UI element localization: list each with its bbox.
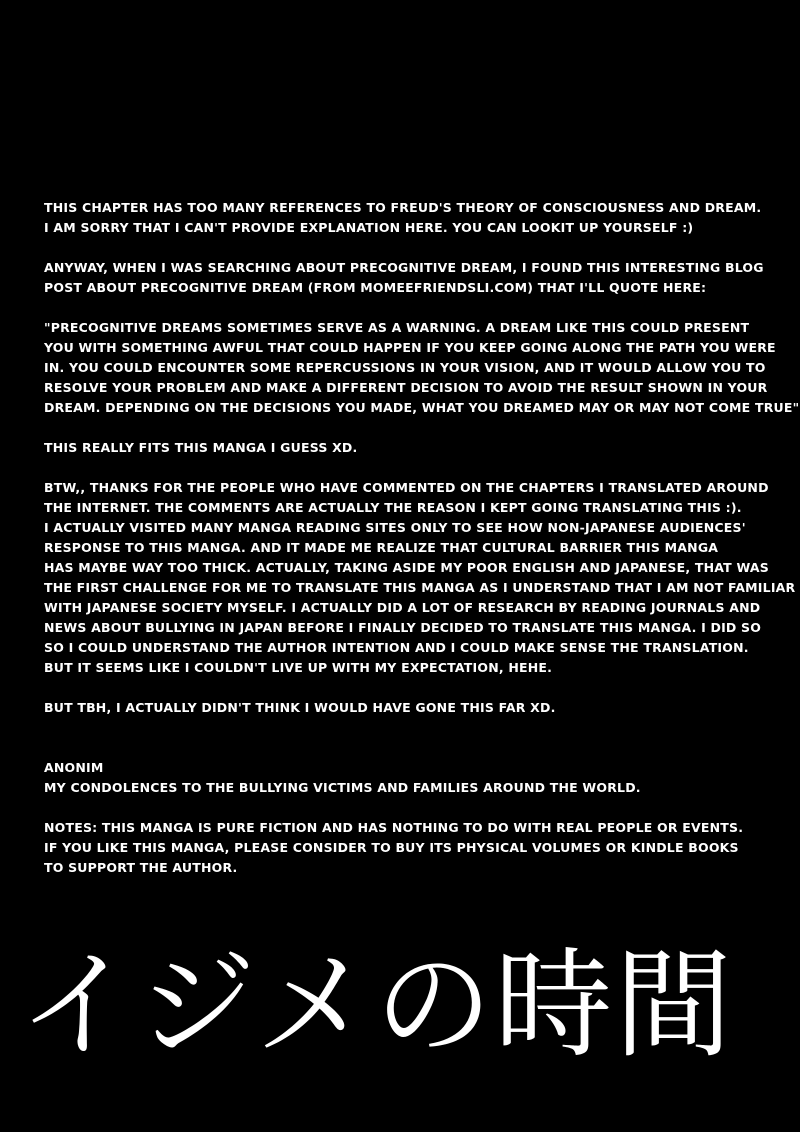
- note-line: MY CONDOLENCES TO THE BULLYING VICTIMS AND FAMILIES AROUND THE WORLD.: [44, 780, 641, 795]
- note-paragraph-freud: [44, 198, 780, 238]
- note-line: NOTES: THIS MANGA IS PURE FICTION AND HAS NOTHING TO DO WITH REAL PEOPLE OR EVENTS.: [44, 820, 744, 835]
- note-line: WITH JAPANESE SOCIETY MYSELF. I ACTUALLY DID A LOT OF RESEARCH BY READING JOURNALS AND: [44, 600, 761, 615]
- note-line: BUT TBH, I ACTUALLY DIDN'T THINK I WOULD HAVE GONE THIS FAR XD.: [44, 700, 556, 715]
- note-line: THE FIRST CHALLENGE FOR ME TO TRANSLATE THIS MANGA AS I UNDERSTAND THAT I AM NOT FAMILIAR: [44, 580, 796, 595]
- note-line: RESOLVE YOUR PROBLEM AND MAKE A DIFFERENT DECISION TO AVOID THE RESULT SHOWN IN YOUR: [44, 380, 768, 395]
- note-paragraph-thanks: [44, 478, 796, 678]
- note-line: IF YOU LIKE THIS MANGA, PLEASE CONSIDER TO BUY ITS PHYSICAL VOLUMES OR KINDLE BOOKS: [44, 840, 739, 855]
- note-line: SO I COULD UNDERSTAND THE AUTHOR INTENTION AND I COULD MAKE SENSE THE TRANSLATION.: [44, 640, 749, 655]
- note-line: NEWS ABOUT BULLYING IN JAPAN BEFORE I FINALLY DECIDED TO TRANSLATE THIS MANGA. I DID SO: [44, 620, 762, 635]
- note-line: HAS MAYBE WAY TOO THICK. ACTUALLY, TAKING ASIDE MY POOR ENGLISH AND JAPANESE, THAT WAS: [44, 560, 769, 575]
- note-line: THIS REALLY FITS THIS MANGA I GUESS XD.: [44, 440, 358, 455]
- note-line: I ACTUALLY VISITED MANY MANGA READING SITES ONLY TO SEE HOW NON-JAPANESE AUDIENCES': [44, 520, 746, 535]
- note-line: RESPONSE TO THIS MANGA. AND IT MADE ME REALIZE THAT CULTURAL BARRIER THIS MANGA: [44, 540, 719, 555]
- note-disclaimer: [44, 818, 780, 878]
- manga-title: イジメの時間: [18, 936, 735, 1074]
- note-signature: [44, 758, 780, 798]
- note-line: IN. YOU COULD ENCOUNTER SOME REPERCUSSIONS IN YOUR VISION, AND IT WOULD ALLOW YOU TO: [44, 360, 766, 375]
- note-paragraph-blog: [44, 258, 780, 298]
- note-line: BUT IT SEEMS LIKE I COULDN'T LIVE UP WITH MY EXPECTATION, HEHE.: [44, 660, 553, 675]
- note-line: ANYWAY, WHEN I WAS SEARCHING ABOUT PRECOGNITIVE DREAM, I FOUND THIS INTERESTING BLOG: [44, 260, 764, 275]
- spacer: [44, 738, 780, 758]
- signature-name: ANONIM: [44, 760, 104, 775]
- note-paragraph-quote: [44, 318, 800, 418]
- note-line: TO SUPPORT THE AUTHOR.: [44, 860, 238, 875]
- translator-note: [44, 198, 800, 898]
- note-line: DREAM. DEPENDING ON THE DECISIONS YOU MADE, WHAT YOU DREAMED MAY OR MAY NOT COME TRUE": [44, 400, 800, 415]
- note-line: I AM SORRY THAT I CAN'T PROVIDE EXPLANATION HERE. YOU CAN LOOKIT UP YOURSELF :): [44, 220, 694, 235]
- note-line: YOU WITH SOMETHING AWFUL THAT COULD HAPPEN IF YOU KEEP GOING ALONG THE PATH YOU WERE: [44, 340, 776, 355]
- note-line: THE INTERNET. THE COMMENTS ARE ACTUALLY THE REASON I KEPT GOING TRANSLATING THIS :).: [44, 500, 742, 515]
- note-line: "PRECOGNITIVE DREAMS SOMETIMES SERVE AS A WARNING. A DREAM LIKE THIS COULD PRESENT: [44, 320, 750, 335]
- note-line: THIS CHAPTER HAS TOO MANY REFERENCES TO FREUD'S THEORY OF CONSCIOUSNESS AND DREAM.: [44, 200, 762, 215]
- note-line: BTW,, THANKS FOR THE PEOPLE WHO HAVE COMMENTED ON THE CHAPTERS I TRANSLATED AROUND: [44, 480, 769, 495]
- note-line: POST ABOUT PRECOGNITIVE DREAM (FROM MOMEEFRIENDSLI.COM) THAT I'LL QUOTE HERE:: [44, 280, 707, 295]
- note-paragraph-fits: [44, 438, 780, 458]
- note-paragraph-tbh: [44, 698, 780, 718]
